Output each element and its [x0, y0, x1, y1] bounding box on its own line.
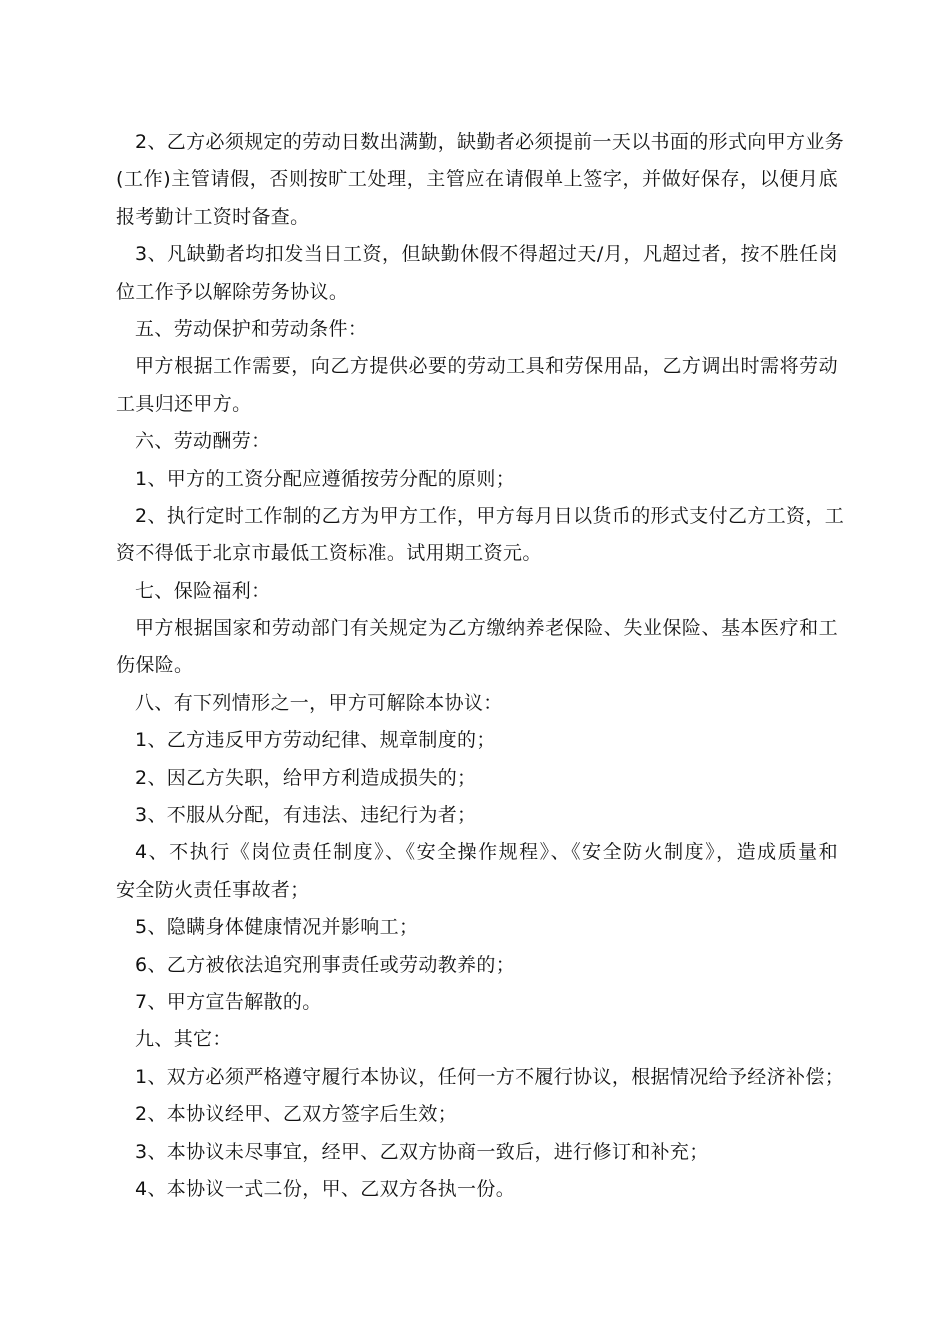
paragraph-line: 位工作予以解除劳务协议。	[116, 280, 349, 303]
list-item: 3、本协议未尽事宜，经甲、乙双方协商一致后，进行修订和补充；	[135, 1140, 709, 1163]
paragraph-line: 资不得低于北京市最低工资标准。试用期工资元。	[116, 542, 542, 565]
list-item: 2、执行定时工作制的乙方为甲方工作，甲方每月日以货币的形式支付乙方工资，工	[135, 504, 845, 527]
list-item: 1、双方必须严格遵守履行本协议，任何一方不履行协议，根据情况给予经济补偿；	[135, 1065, 845, 1088]
list-item: 6、乙方被依法追究刑事责任或劳动教养的；	[135, 953, 516, 976]
list-item: 1、甲方的工资分配应遵循按劳分配的原则；	[135, 467, 516, 490]
list-item: 7、甲方宣告解散的。	[135, 990, 322, 1013]
document-body	[116, 124, 845, 1208]
list-item: 1、乙方违反甲方劳动纪律、规章制度的；	[135, 729, 496, 752]
section-heading: 八、有下列情形之一，甲方可解除本协议：	[135, 691, 503, 714]
paragraph-line: 2、乙方必须规定的劳动日数出满勤，缺勤者必须提前一天以书面的形式向甲方业务	[135, 131, 845, 153]
paragraph-line: (工作)主管请假，否则按旷工处理，主管应在请假单上签字，并做好保存，以便月底	[116, 168, 838, 191]
list-item: 4、不执行《岗位责任制度》、《安全操作规程》、《安全防火制度》，造成质量和	[135, 841, 838, 864]
list-item: 4、本协议一式二份，甲、乙双方各执一份。	[135, 1177, 516, 1200]
list-item: 5、隐瞒身体健康情况并影响工；	[135, 916, 419, 939]
paragraph-line: 工具归还甲方。	[116, 392, 252, 415]
paragraph-line: 伤保险。	[116, 654, 194, 677]
section-heading: 七、保险福利：	[135, 579, 271, 602]
section-heading: 五、劳动保护和劳动条件：	[135, 317, 368, 340]
section-heading: 九、其它：	[135, 1028, 232, 1051]
list-item: 2、本协议经甲、乙双方签字后生效；	[135, 1103, 458, 1126]
paragraph-line: 甲方根据国家和劳动部门有关规定为乙方缴纳养老保险、失业保险、基本医疗和工	[135, 617, 838, 640]
list-item: 3、不服从分配，有违法、违纪行为者；	[135, 804, 477, 827]
paragraph-line: 甲方根据工作需要，向乙方提供必要的劳动工具和劳保用品，乙方调出时需将劳动	[135, 355, 838, 378]
section-heading: 六、劳动酬劳：	[135, 430, 271, 453]
paragraph-line: 3、凡缺勤者均扣发当日工资，但缺勤休假不得超过天/月，凡超过者，按不胜任岗	[135, 243, 838, 266]
paragraph-line: 报考勤计工资时备查。	[116, 205, 310, 228]
paragraph-line: 安全防火责任事故者；	[116, 878, 310, 901]
list-item: 2、因乙方失职，给甲方利造成损失的；	[135, 766, 477, 789]
